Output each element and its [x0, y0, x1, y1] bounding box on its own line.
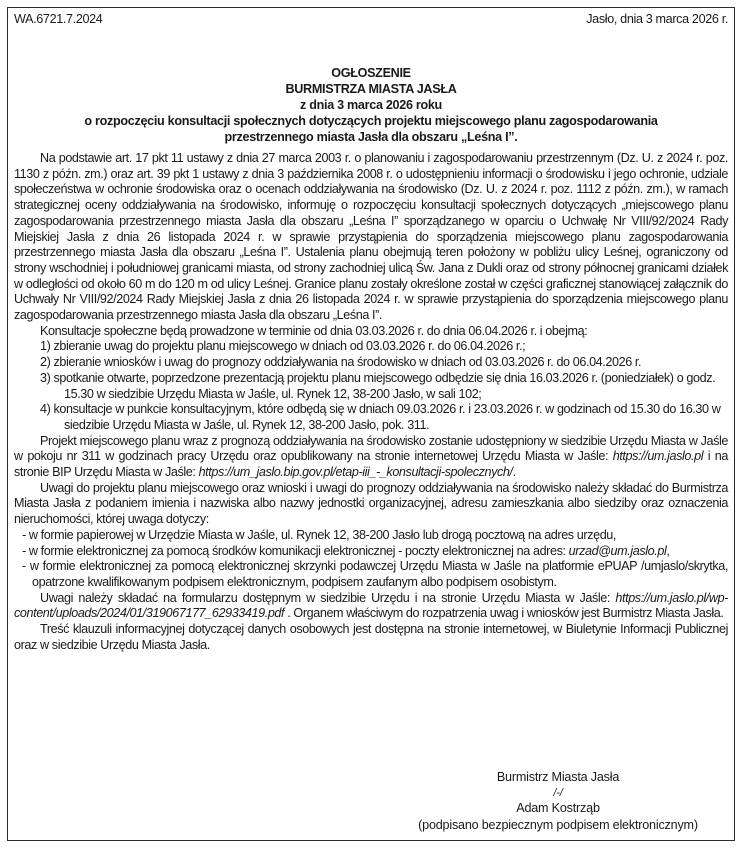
- title-line-announcement: OGŁOSZENIE: [331, 66, 411, 80]
- project-availability-paragraph: [14, 434, 728, 481]
- email-link[interactable]: urzad@um.jaslo.pl: [568, 543, 667, 558]
- form-text: Uwagi należy składać na formularzu dostępnym w siedzibie Urzędu i na stronie Urzędu Miasta w Jaśle:: [40, 590, 616, 605]
- consultation-item: 3) spotkanie otwarte, poprzedzone prezentacją projektu planu miejscowego odbędzie się dnia 16.03.2026 r. (poniedziałek) o godz. 15.30 w siedzibie Urzędu Miasta w Jaśle, ul. Rynek 12, 38-200 Jasło, w sali 102;: [40, 370, 716, 401]
- title-line-subject: o rozpoczęciu konsultacji społecznych dotyczących projektu miejscowego planu zagospodarowania: [84, 114, 658, 128]
- document-frame: [7, 7, 735, 841]
- remarks-intro: Uwagi do projektu planu miejscowego oraz wnioski i uwagi do prognozy oddziaływania na środowisko należy składać do Burmistrza Miasta Jasła z podaniem imienia i nazwiska albo nazwy jednostki organizacyjnej, adresu zamieszkania albo siedziby oraz oznaczenia nieruchomości, której uwaga dotyczy:: [14, 480, 728, 527]
- title-line-subject-cont: przestrzennego miasta Jasła dla obszaru „Leśna I”.: [224, 130, 518, 144]
- place-and-date: Jasło, dnia 3 marca 2026 r.: [586, 12, 728, 26]
- title-line-issuer: BURMISTRZA MIASTA JASŁA: [285, 82, 457, 96]
- project-text: Projekt miejscowego planu wraz z prognozą oddziaływania na środowisko zostanie udostępniony w siedzibie Urzędu Miasta w Jaśle w pokoju nr 311 w godzinach pracy Urzędu oraz opublikowany na stronie internetowej Urzędu Miasta w Jaśle:: [14, 433, 728, 464]
- signature-mark: /-/: [553, 787, 563, 799]
- remarks-email-text: - w formie elektronicznej za pomocą środków komunikacji elektronicznej - poczty elektronicznej na adres:: [22, 543, 569, 558]
- consultation-item: 1) zbieranie uwag do projektu planu miejscowego w dniach od 03.03.2026 r. do 06.04.2026 r.;: [40, 339, 526, 354]
- bip-link[interactable]: https://um_jaslo.bip.gov.pl/etap-iii_-_konsultacji-spolecznych/: [198, 465, 513, 480]
- consultation-item: 4) konsultacje w punkcie konsultacyjnym, które odbędą się w dniach 09.03.2026 r. i 23.03.2026 r. w godzinach od 15.30 do 16.30 w siedzibie Urzędu Miasta w Jaśle, ul. Rynek 12, 38-200 Jasło, pok. 311.: [40, 402, 721, 432]
- form-pdf-link[interactable]: https://um.jaslo.pl/wp-content/uploads/2024/01/319067177_62933419.pdf: [14, 590, 728, 621]
- form-text: . Organem właściwym do rozpatrzenia uwag i wniosków jest Burmistrz Miasta Jasła.: [284, 606, 724, 621]
- project-text: i na stronie BIP Urzędu Miasta w Jaśle:: [14, 449, 728, 480]
- reference-number: WA.6721.7.2024: [14, 12, 103, 26]
- announcement-body: [14, 151, 728, 654]
- project-text: .: [512, 465, 516, 480]
- city-website-link[interactable]: https://um.jaslo.pl: [612, 449, 704, 464]
- remarks-epuap-option: - w formie elektronicznej za pomocą elektronicznej skrzynki podawczej Urzędu Miasta w Jaśle na platformie ePUAP /umjaslo/skrytka, opatrzone kwalifikowanym podpisem elektronicznym, podpisem zaufanym albo podpisem osobistym.: [22, 559, 728, 589]
- privacy-paragraph: Treść klauzuli informacyjnej dotyczącej danych osobowych jest dostępna na stronie internetowej, w Biuletynie Informacji Publicznej oraz w siedzibie Urzędu Miasta Jasła.: [14, 622, 728, 652]
- signature-note: (podpisano bezpiecznym podpisem elektronicznym): [418, 818, 698, 832]
- remarks-email-option: [14, 544, 728, 560]
- form-paragraph: [14, 591, 728, 622]
- consultation-item: 2) zbieranie wniosków i uwag do prognozy oddziaływania na środowisko w dniach od 03.03.2026 r. do 06.04.2026 r.: [40, 355, 642, 370]
- consultation-intro: Konsultacje społeczne będą prowadzone w terminie od dnia 03.03.2026 r. do dnia 06.04.2026 r. i obejmą:: [40, 323, 588, 338]
- title-line-date: z dnia 3 marca 2026 roku: [300, 98, 442, 112]
- signature-role: Burmistrz Miasta Jasła: [496, 770, 620, 784]
- intro-paragraph: Na podstawie art. 17 pkt 11 ustawy z dnia 27 marca 2003 r. o planowaniu i zagospodarowaniu przestrzennym (Dz. U. z 2024 r. poz. 1130 z późn. zm.) oraz art. 39 pkt 1 ustawy z dnia 3 października 2008 r. o udostępnieniu informacji o środowisku i jego ochronie, udziale społeczeństwa w ochronie środowiska oraz o ocenach oddziaływania na środowisko (Dz. U. z 2024 r. poz. 1112 z późn. zm.), w ramach strategicznej oceny oddziaływania na środowisko, informuję o rozpoczęciu konsultacji społecznych dotyczących „miejscowego planu zagospodarowania przestrzennego miasta Jasła dla obszaru „Leśna I” sporządzanego w oparciu o Uchwałę Nr VIII/92/2024 Rady Miejskiej Jasła z dnia 26 listopada 2024 r. w sprawie przystąpienia do sporządzenia miejscowego planu zagospodarowania przestrzennego miasta Jasła dla obszaru „Leśna I”. Ustalenia planu obejmują teren położony w pobliżu ulicy Leśnej, ograniczony od strony wschodniej i południowej granicami miasta, od strony zachodniej ulicą Św. Jana z Dukli oraz od strony północnej granicami działek w odległości od około 60 m do 120 m od ulicy Leśnej. Granice planu zostały określone został w części graficznej stanowiącej załącznik do Uchwały Nr VIII/92/2024 Rady Miejskiej Jasła z dnia 26 listopada 2024 r. w sprawie przystąpienia do sporządzenia miejscowego planu zagospodarowania przestrzennego miasta Jasła dla obszaru „Leśna I”.: [14, 151, 728, 323]
- signature-block: [378, 769, 738, 834]
- announcement-title: [8, 65, 734, 145]
- signature-name: Adam Kostrząb: [516, 801, 600, 815]
- punctuation: ,: [666, 543, 670, 558]
- remarks-paper-option: - w formie papierowej w Urzędzie Miasta w Jaśle, ul. Rynek 12, 38-200 Jasło lub drogą pocztową na adres urzędu,: [22, 527, 616, 542]
